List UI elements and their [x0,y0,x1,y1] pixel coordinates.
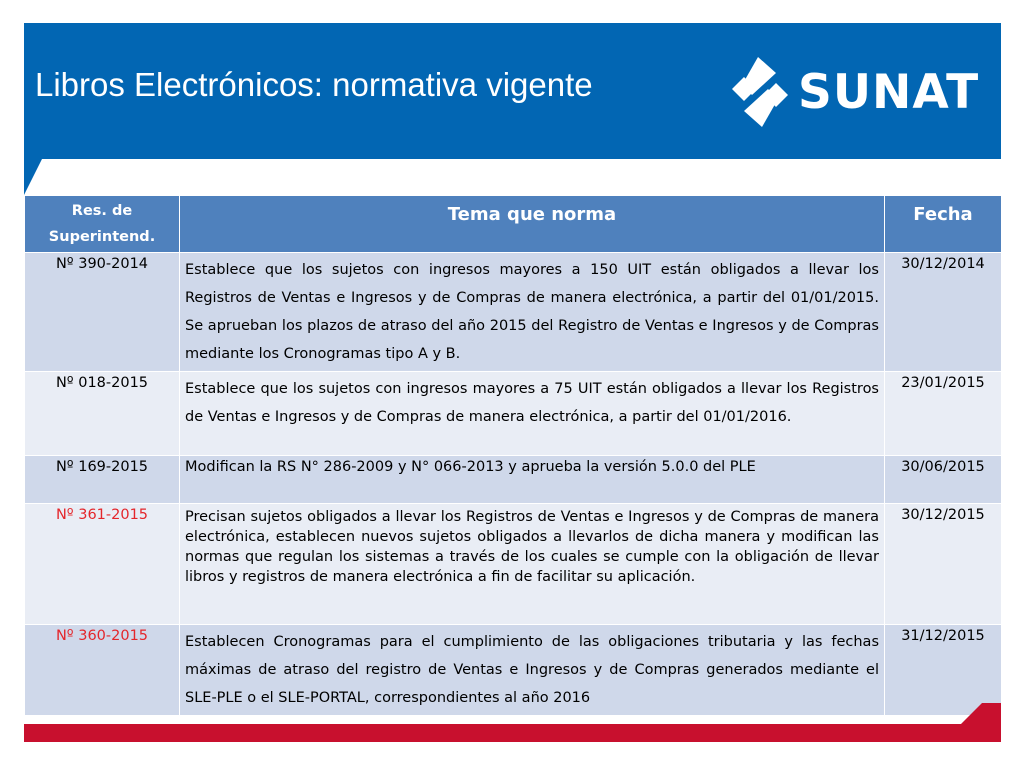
res-number: Nº 169-2015 [25,456,180,504]
tema-text: Establece que los sujetos con ingresos mayores a 150 UIT están obligados a llevar los Registros de Ventas e Ingresos y de Compras de manera electrónica, a partir del 01/01/2015. Se aprueban los plazos de atraso del año 2015 del Registro de Ventas e Ingresos y de Compras mediante los Cronogramas tipo A y B. [180,253,885,372]
table-row [25,253,1002,372]
res-number: Nº 018-2015 [25,372,180,456]
fecha-value: 30/12/2014 [885,253,1002,372]
column-header-fecha: Fecha [885,196,1002,253]
fecha-value: 31/12/2015 [885,625,1002,716]
header-tab-decoration [24,159,42,195]
table-row [25,625,1002,716]
tema-text: Establecen Cronogramas para el cumplimiento de las obligaciones tributaria y las fechas máximas de atraso del registro de Ventas e Ingresos y de Compras generados mediante el SLE-PLE o el SLE-PORTAL, correspondientes al año 2016 [180,625,885,716]
column-header-tema: Tema que norma [180,196,885,253]
regulations-table [24,195,1002,716]
tema-text: Establece que los sujetos con ingresos mayores a 75 UIT están obligados a llevar los Registros de Ventas e Ingresos y de Compras de manera electrónica, a partir del 01/01/2016. [180,372,885,456]
sunat-s-icon [728,55,792,129]
table-row [25,504,1002,625]
table-row [25,456,1002,504]
table-row [25,372,1002,456]
res-number: Nº 390-2014 [25,253,180,372]
sunat-logo [728,55,979,129]
logo-text: SUNAT [798,64,980,120]
column-header-res: Res. de Superintend. [25,196,180,253]
res-number: Nº 361-2015 [25,504,180,625]
footer-bar [24,724,1001,742]
fecha-value: 23/01/2015 [885,372,1002,456]
fecha-value: 30/06/2015 [885,456,1002,504]
tema-text: Modifican la RS N° 286-2009 y N° 066-2013 y aprueba la versión 5.0.0 del PLE [180,456,885,504]
footer-tab-decoration [961,703,982,724]
footer-corner-decoration [982,703,1001,724]
tema-text: Precisan sujetos obligados a llevar los Registros de Ventas e Ingresos y de Compras de manera electrónica, establecen nuevos sujetos obligados a llevarlos de dicha manera y modifican las normas que regulan los sistemas a través de los cuales se cumple con la obligación de llevar libros y registros de manera electrónica a fin de facilitar su aplicación. [180,504,885,625]
res-number: Nº 360-2015 [25,625,180,716]
fecha-value: 30/12/2015 [885,504,1002,625]
page-title: Libros Electrónicos: normativa vigente [35,66,593,103]
table-header-row [25,196,1002,253]
